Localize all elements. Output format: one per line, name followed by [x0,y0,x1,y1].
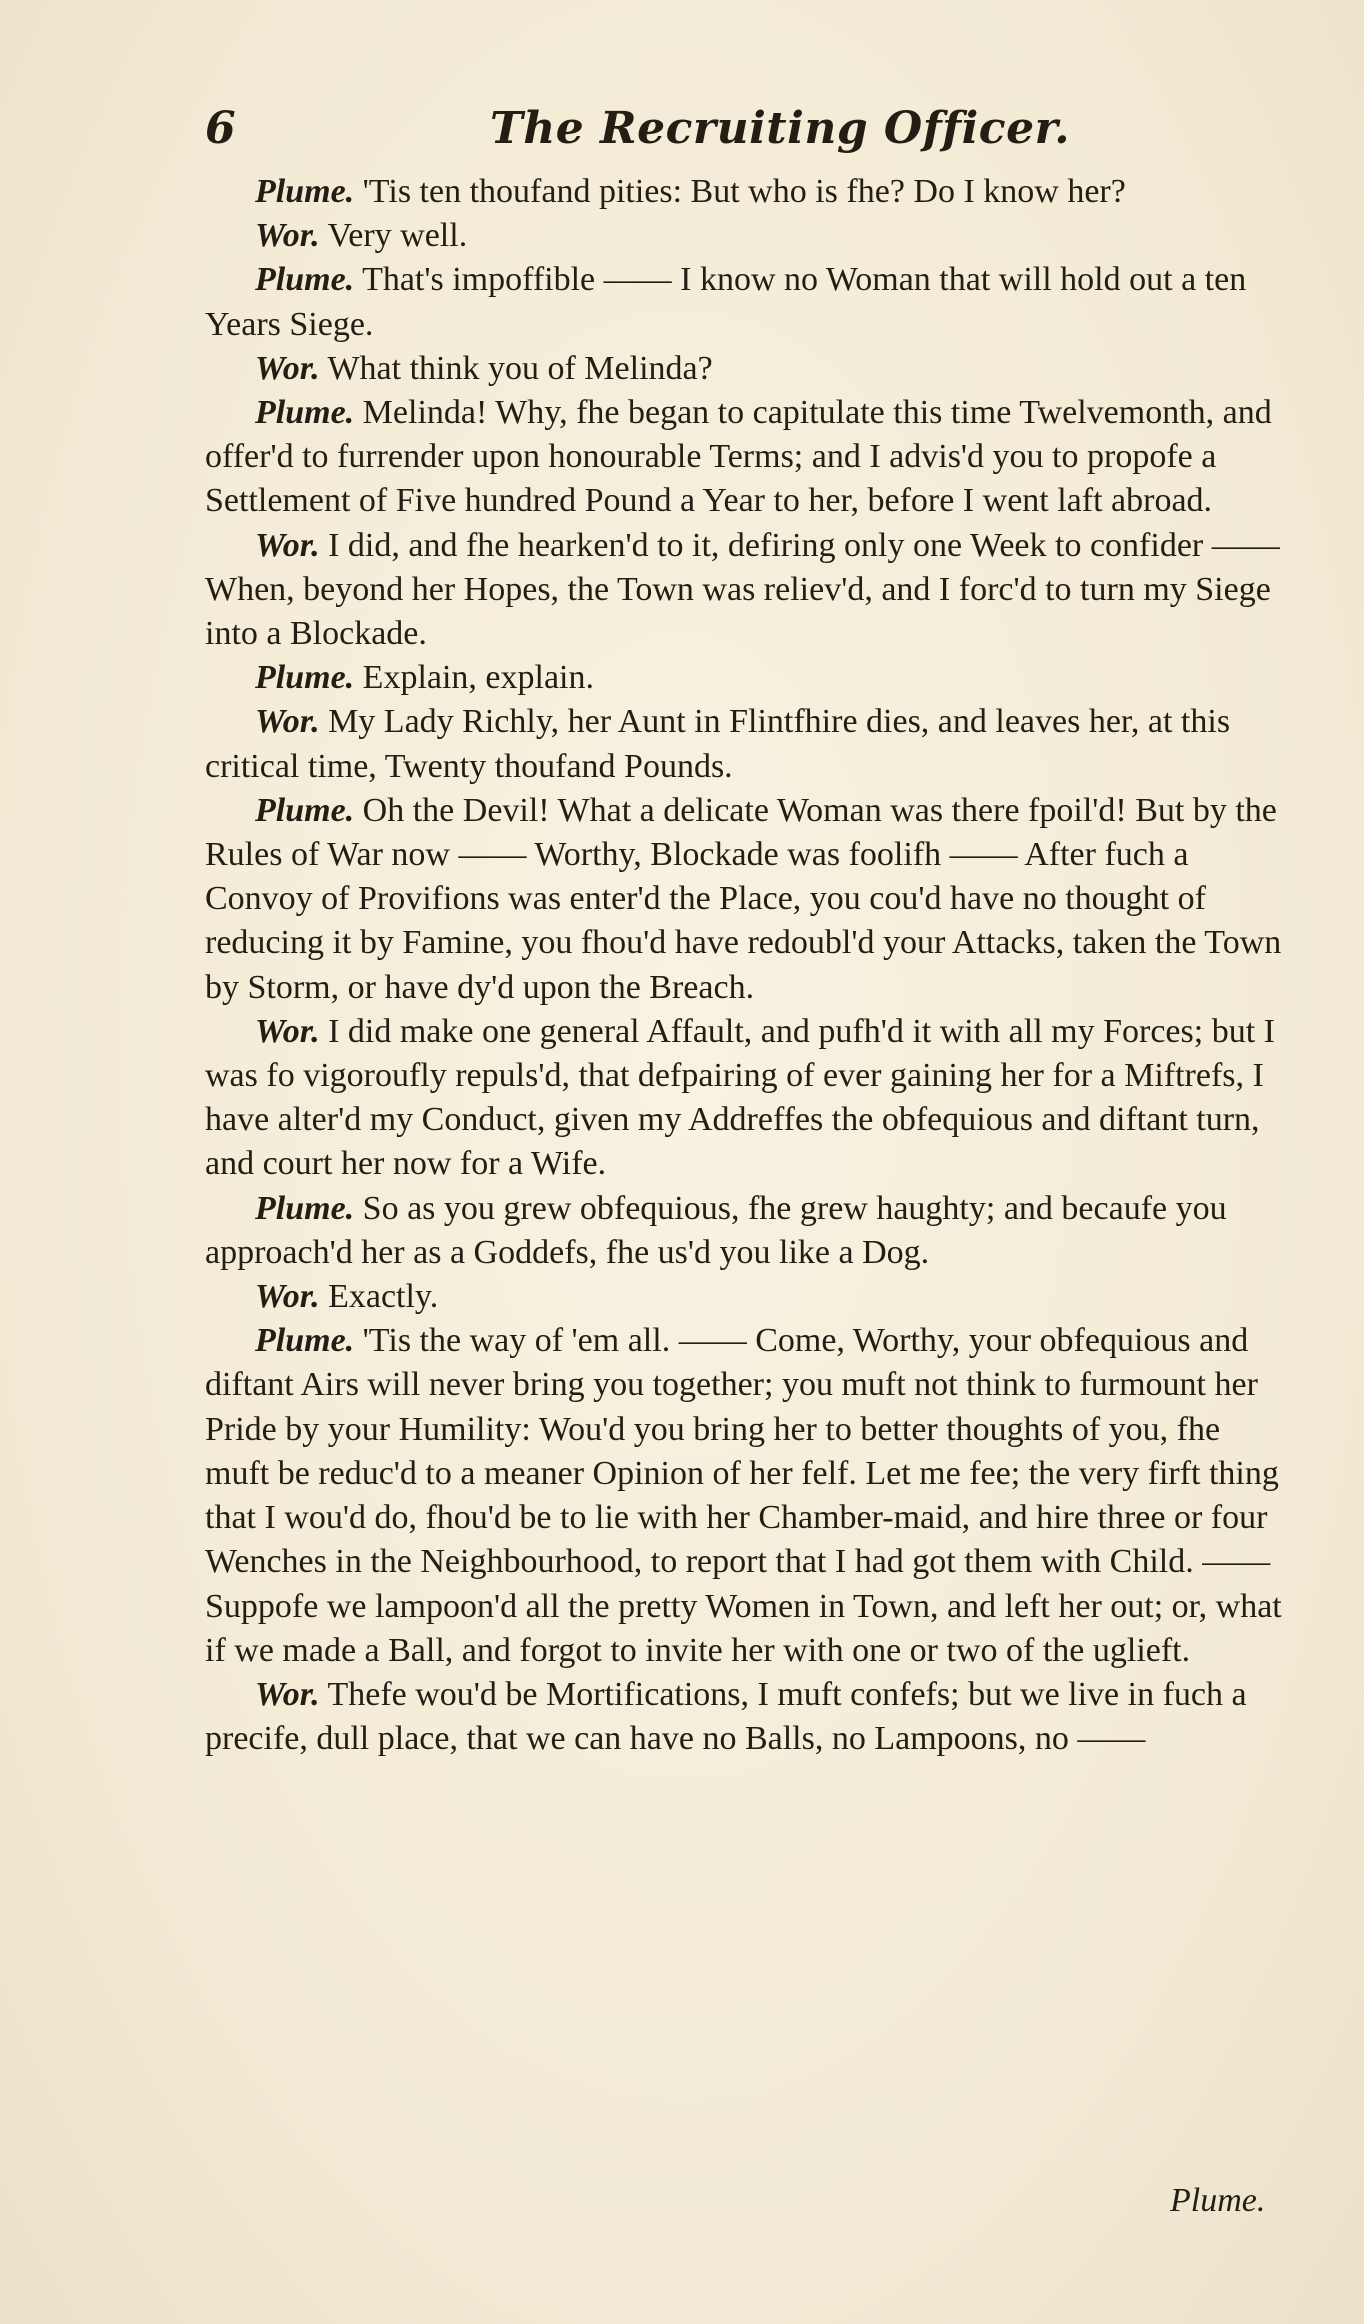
speech [205,170,1285,214]
speaker-name: Wor. [255,1278,320,1316]
speaker-name: Wor. [255,349,320,387]
speech-text: I did make one general Affault, and pufh'd it with all my Forces; but I was fo vigoroufly repuls'd, that defpairing of ever gaining her for a Miftrefs, I have alter'd my Conduct, given my Addreffes the obfequious and diftant turn, and court her now for a Wife. [205,1012,1275,1183]
speech [205,700,1285,788]
speech-text: What think you of Melinda? [327,349,713,387]
speaker-name: Wor. [255,526,320,564]
speaker-name: Plume. [255,394,355,432]
speech [205,656,1285,700]
page-header [205,103,1255,163]
speech-text: Very well. [327,217,468,255]
page-number: 6 [205,103,236,154]
speech-text: Exactly. [328,1278,439,1316]
speech [205,1187,1285,1275]
speech-text: Melinda! Why, fhe began to capitulate this time Twelvemonth, and offer'd to furrender upon honourable Terms; and I advis'd you to propofe a Settlement of Five hundred Pound a Year to her, before I went laft abroad. [205,394,1272,520]
speech [205,1010,1285,1187]
speaker-name: Plume. [255,791,355,829]
speech-text: 'Tis ten thoufand pities: But who is fhe? Do I know her? [362,173,1126,210]
speech [205,789,1285,1010]
speech-text: So as you grew obfequious, fhe grew haughty; and becaufe you approach'd her as a Goddefs, fhe us'd you like a Dog. [205,1189,1227,1271]
speaker-name: Wor. [255,217,320,255]
catchword: Plume. [1170,2182,1266,2219]
speech [205,1673,1285,1761]
speech [205,524,1285,657]
speech-text: That's impoffible —— I know no Woman that will hold out a ten Years Siege. [205,261,1247,343]
speech-text: Oh the Devil! What a delicate Woman was there fpoil'd! But by the Rules of War now —— Worthy, Blockade was foolifh —— After fuch a Convoy of Provifions was enter'd the Place, you cou'd have no thought of reducing it by Famine, you fhou'd have redoubl'd your Attacks, taken the Town by Storm, or have dy'd upon the Breach. [205,791,1282,1006]
speech-text: Thefe wou'd be Mortifications, I muft confefs; but we live in fuch a precife, dull place, that we can have no Balls, no Lampoons, no —— [205,1675,1247,1758]
speaker-name: Wor. [255,703,320,741]
play-text [205,170,1285,1761]
speech-text: I did, and fhe hearken'd to it, defiring only one Week to confider —— When, beyond her Hopes, the Town was reliev'd, and I forc'd to turn my Siege into a Blockade. [205,526,1280,653]
speech [205,347,1285,391]
speaker-name: Wor. [255,1012,320,1050]
speech-text: My Lady Richly, her Aunt in Flintfhire dies, and leaves her, at this critical time, Twenty thoufand Pounds. [205,703,1231,785]
speaker-name: Plume. [255,261,355,299]
speaker-name: Plume. [255,659,355,697]
running-title: The Recruiting Officer. [490,103,1071,154]
speaker-name: Plume. [255,1322,355,1360]
speech-text: Explain, explain. [362,659,594,697]
speech-text: 'Tis the way of 'em all. —— Come, Worthy, your obfequious and diftant Airs will never bring you together; you muft not think to furmount her Pride by your Humility: Wou'd you bring her to better thoughts of you, fhe muft be reduc'd to a meaner Opinion of her felf. Let me fee; the very firft thing that I wou'd do, fhou'd be to lie with her Chamber-maid, and hire three or four Wenches in the Neighbourhood, to report that I had got them with Child. —— Suppofe we lampoon'd all the pretty Women in Town, and left her out; or, what if we made a Ball, and forgot to invite her with one or two of the uglieft. [205,1322,1282,1669]
speech [205,1319,1285,1673]
speech [205,214,1285,258]
speaker-name: Plume. [255,1189,355,1227]
speech [205,258,1285,346]
speech [205,391,1285,524]
speech [205,1275,1285,1319]
speaker-name: Plume. [255,173,355,210]
speaker-name: Wor. [255,1675,320,1713]
